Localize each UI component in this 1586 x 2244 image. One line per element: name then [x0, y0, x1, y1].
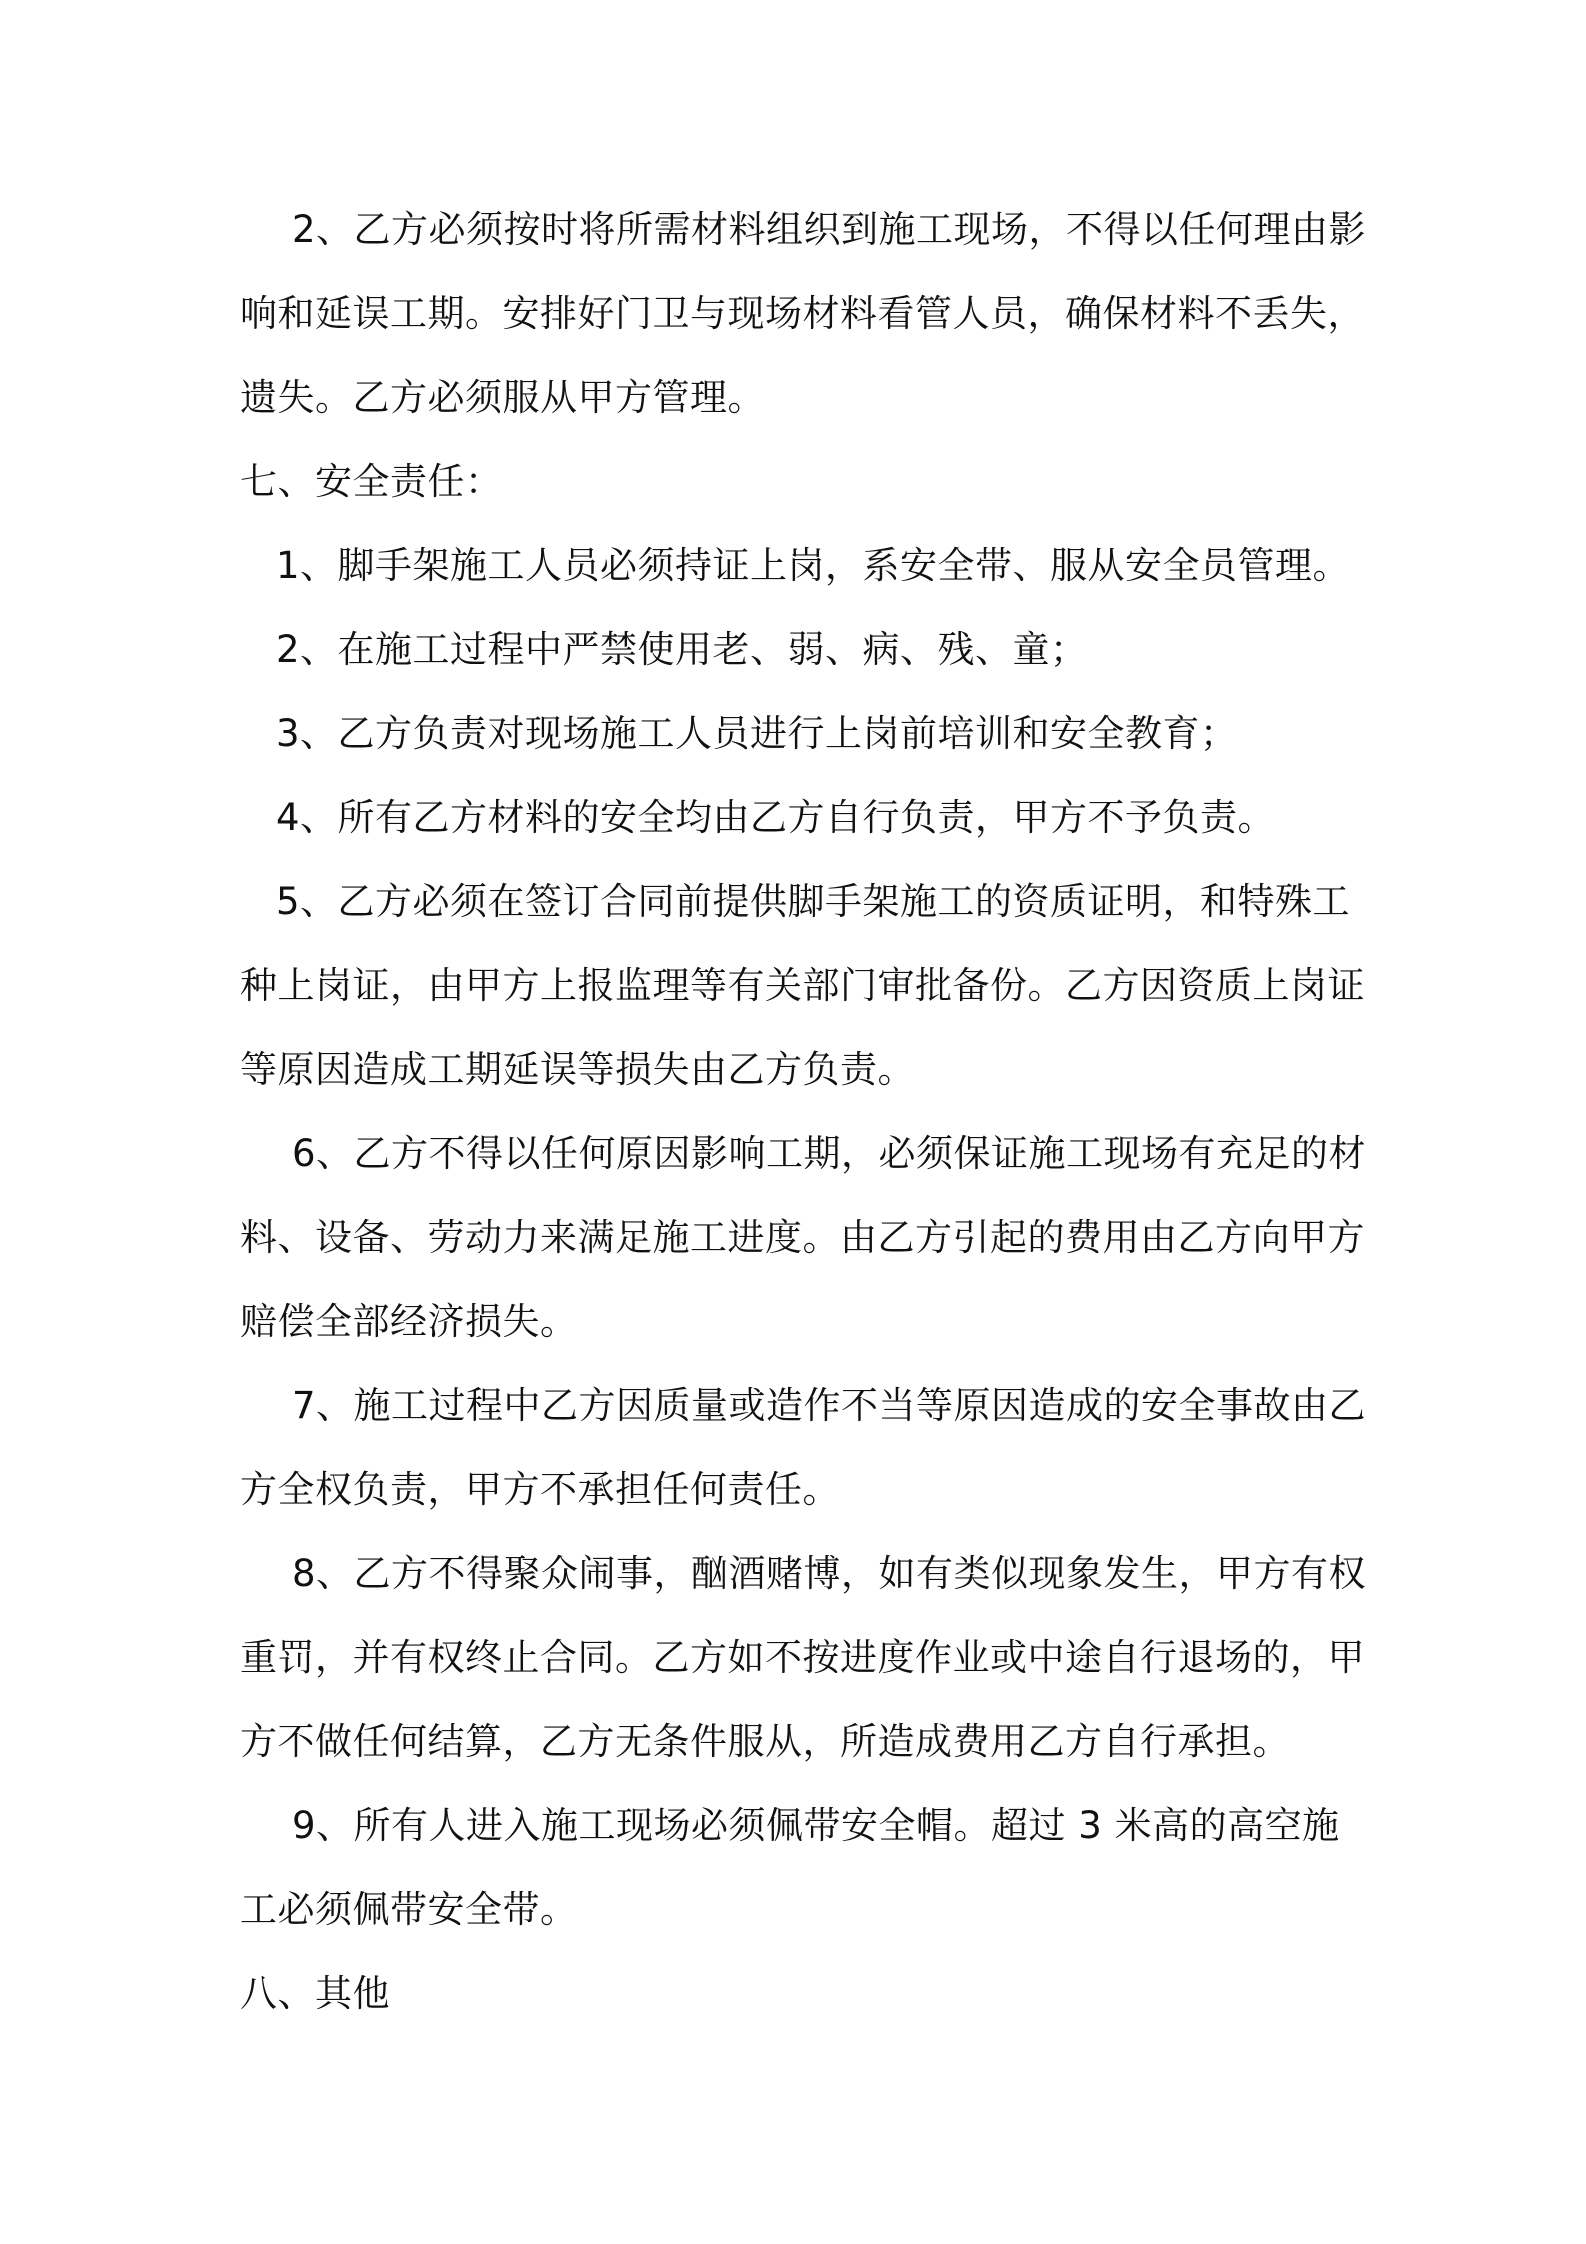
text-line: 赔偿全部经济损失。 — [240, 1300, 578, 1343]
text-line: 2、乙方必须按时将所需材料组织到施工现场，不得以任何理由影 — [292, 208, 1367, 251]
safety-item-3 — [240, 692, 1350, 776]
text-line: 料、设备、劳动力来满足施工进度。由乙方引起的费用由乙方向甲方 — [240, 1216, 1365, 1259]
text-line: 2、在施工过程中严禁使用老、弱、病、残、童； — [276, 628, 1088, 671]
safety-item-8 — [240, 1532, 1367, 1784]
safety-item-2 — [240, 608, 1350, 692]
safety-item-4 — [240, 776, 1350, 860]
section-heading-other — [240, 1952, 1350, 2036]
paragraph-materials-delivery — [240, 188, 1367, 440]
safety-item-5 — [240, 860, 1365, 1112]
section-heading-safety — [240, 440, 1350, 524]
text-line: 等原因造成工期延误等损失由乙方负责。 — [240, 1048, 915, 1091]
text-line: 方不做任何结算，乙方无条件服从，所造成费用乙方自行承担。 — [240, 1720, 1290, 1763]
text-line: 工必须佩带安全带。 — [240, 1888, 578, 1931]
safety-item-7 — [240, 1364, 1367, 1532]
text-line: 种上岗证，由甲方上报监理等有关部门审批备份。乙方因资质上岗证 — [240, 964, 1365, 1007]
text-line: 6、乙方不得以任何原因影响工期，必须保证施工现场有充足的材 — [292, 1132, 1367, 1175]
heading-text: 七、安全责任： — [240, 460, 503, 503]
safety-item-9 — [240, 1784, 1350, 1952]
safety-item-1 — [240, 524, 1350, 608]
safety-item-6 — [240, 1112, 1367, 1364]
text-line: 响和延误工期。安排好门卫与现场材料看管人员，确保材料不丢失， — [240, 292, 1365, 335]
text-line: 方全权负责，甲方不承担任何责任。 — [240, 1468, 840, 1511]
text-line: 4、所有乙方材料的安全均由乙方自行负责，甲方不予负责。 — [276, 796, 1276, 839]
text-line: 5、乙方必须在签订合同前提供脚手架施工的资质证明，和特殊工 — [276, 880, 1351, 923]
text-line: 3、乙方负责对现场施工人员进行上岗前培训和安全教育； — [276, 712, 1238, 755]
text-line: 遗失。乙方必须服从甲方管理。 — [240, 376, 765, 419]
text-line: 1、脚手架施工人员必须持证上岗，系安全带、服从安全员管理。 — [276, 544, 1351, 587]
text-line: 重罚，并有权终止合同。乙方如不按进度作业或中途自行退场的，甲 — [240, 1636, 1365, 1679]
text-line: 8、乙方不得聚众闹事，酗酒赌博，如有类似现象发生，甲方有权 — [292, 1552, 1367, 1595]
text-line: 9、所有人进入施工现场必须佩带安全帽。超过 3 米高的高空施 — [292, 1804, 1340, 1847]
heading-text: 八、其他 — [240, 1972, 390, 2015]
text-line: 7、施工过程中乙方因质量或造作不当等原因造成的安全事故由乙 — [292, 1384, 1367, 1427]
